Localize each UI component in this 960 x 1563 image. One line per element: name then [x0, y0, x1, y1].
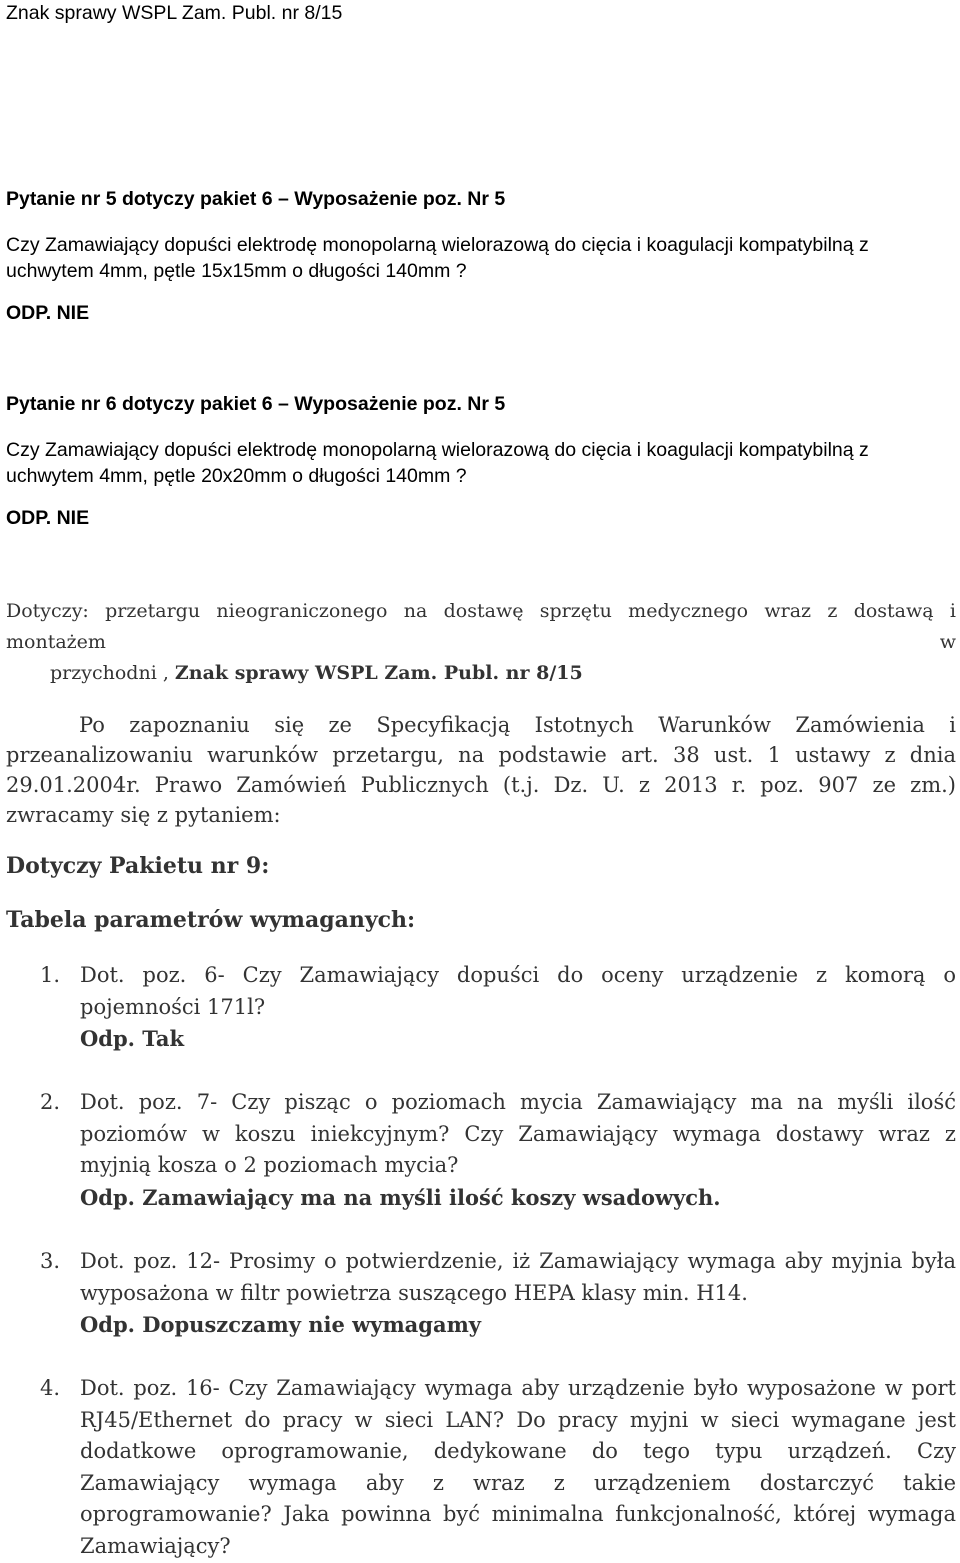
intro-line-1: Po zapoznaniu się ze Specyfikacją Istotnych Warunków Zamówienia i: [79, 713, 956, 737]
concerns-paragraph: [6, 596, 956, 689]
question-6-answer: ODP. NIE: [6, 507, 90, 529]
question-5-title: Pytanie nr 5 dotyczy pakiet 6 – Wyposażenie poz. Nr 5: [6, 188, 506, 210]
list-item-line: RJ45/Ethernet do pracy w sieci LAN? Do pracy myjni w sieci wymagane jest: [80, 1407, 956, 1432]
list-item-line: pojemności 171l?: [80, 994, 266, 1019]
list-item-line: poziomów w koszu iniekcyjnym? Czy Zamawiający wymaga dostawy wraz z: [80, 1121, 956, 1146]
intro-line-3: 29.01.2004r. Prawo Zamówień Publicznych (t.j. Dz. U. z 2013 r. poz. 907 ze zm.): [6, 773, 956, 797]
intro-line-2: przeanalizowaniu warunków przetargu, na podstawie art. 38 ust. 1 ustawy z dnia: [6, 743, 956, 767]
intro-line-4: zwracamy się z pytaniem:: [6, 803, 281, 827]
list-item-number: 4.: [40, 1376, 61, 1400]
list-item-line: Dot. poz. 6- Czy Zamawiający dopuści do oceny urządzenie z komorą o: [80, 963, 956, 987]
concerns-case-reference: Znak sprawy WSPL Zam. Publ. nr 8/15: [174, 662, 583, 684]
concerns-line-2: [6, 658, 956, 689]
list-item-line: myjnią kosza o 2 poziomach mycia?: [80, 1153, 459, 1177]
list-item-answer: Odp. Tak: [80, 1026, 185, 1051]
list-item-answer: Odp. Zamawiający ma na myśli ilość koszy wsadowych.: [80, 1184, 721, 1210]
intro-paragraph: [6, 710, 956, 830]
list-item-line: Zamawiający?: [80, 1533, 231, 1558]
concerns-location: przychodni ,: [50, 662, 169, 684]
question-5-line-2: uchwytem 4mm, pętle 15x15mm o długości 140mm ?: [6, 260, 467, 282]
question-6-line-2: uchwytem 4mm, pętle 20x20mm o długości 140mm ?: [6, 465, 467, 487]
package-heading: Dotyczy Pakietu nr 9:: [6, 853, 270, 879]
list-item-line: oprogramowanie? Jaka powinna być minimalna funkcjonalność, której wymaga: [80, 1502, 956, 1526]
list-item-line: Dot. poz. 16- Czy Zamawiający wymaga aby urządzenie było wyposażone w port: [80, 1376, 956, 1400]
list-item-line: Dot. poz. 12- Prosimy o potwierdzenie, iż Zamawiający wymaga aby myjnia była: [80, 1249, 956, 1273]
list-item-number: 1.: [40, 963, 61, 987]
list-item-line: Dot. poz. 7- Czy pisząc o poziomach mycia Zamawiający ma na myśli ilość: [80, 1090, 956, 1114]
question-5-line-1: Czy Zamawiający dopuści elektrodę monopolarną wielorazową do cięcia i koagulacji kompatybilną z: [6, 234, 869, 256]
list-item-line: wyposażona w filtr powietrza suszącego HEPA klasy min. H14.: [80, 1280, 748, 1305]
list-item-line: Zamawiający wymaga aby z wraz z urządzeniem dostarczyć takie: [80, 1470, 956, 1495]
list-item-number: 2.: [40, 1090, 61, 1114]
question-6-text: [6, 437, 956, 489]
question-6-line-1: Czy Zamawiający dopuści elektrodę monopolarną wielorazową do cięcia i koagulacji kompatybilną z: [6, 439, 869, 461]
table-heading: Tabela parametrów wymaganych:: [6, 907, 416, 933]
list-item-line: dodatkowe oprogramowanie, dedykowane do tego typu urządzeń. Czy: [80, 1439, 956, 1463]
question-6-title: Pytanie nr 6 dotyczy pakiet 6 – Wyposażenie poz. Nr 5: [6, 393, 506, 415]
list-item-answer: Odp. Dopuszczamy nie wymagamy: [80, 1312, 481, 1337]
list-item-number: 3.: [40, 1249, 61, 1273]
question-5-answer: ODP. NIE: [6, 302, 90, 324]
case-reference-header: Znak sprawy WSPL Zam. Publ. nr 8/15: [6, 2, 343, 24]
concerns-line-1: Dotyczy: przetargu nieograniczonego na dostawę sprzętu medycznego wraz z dostawą i montażem w: [6, 600, 956, 653]
question-5-text: [6, 232, 956, 284]
